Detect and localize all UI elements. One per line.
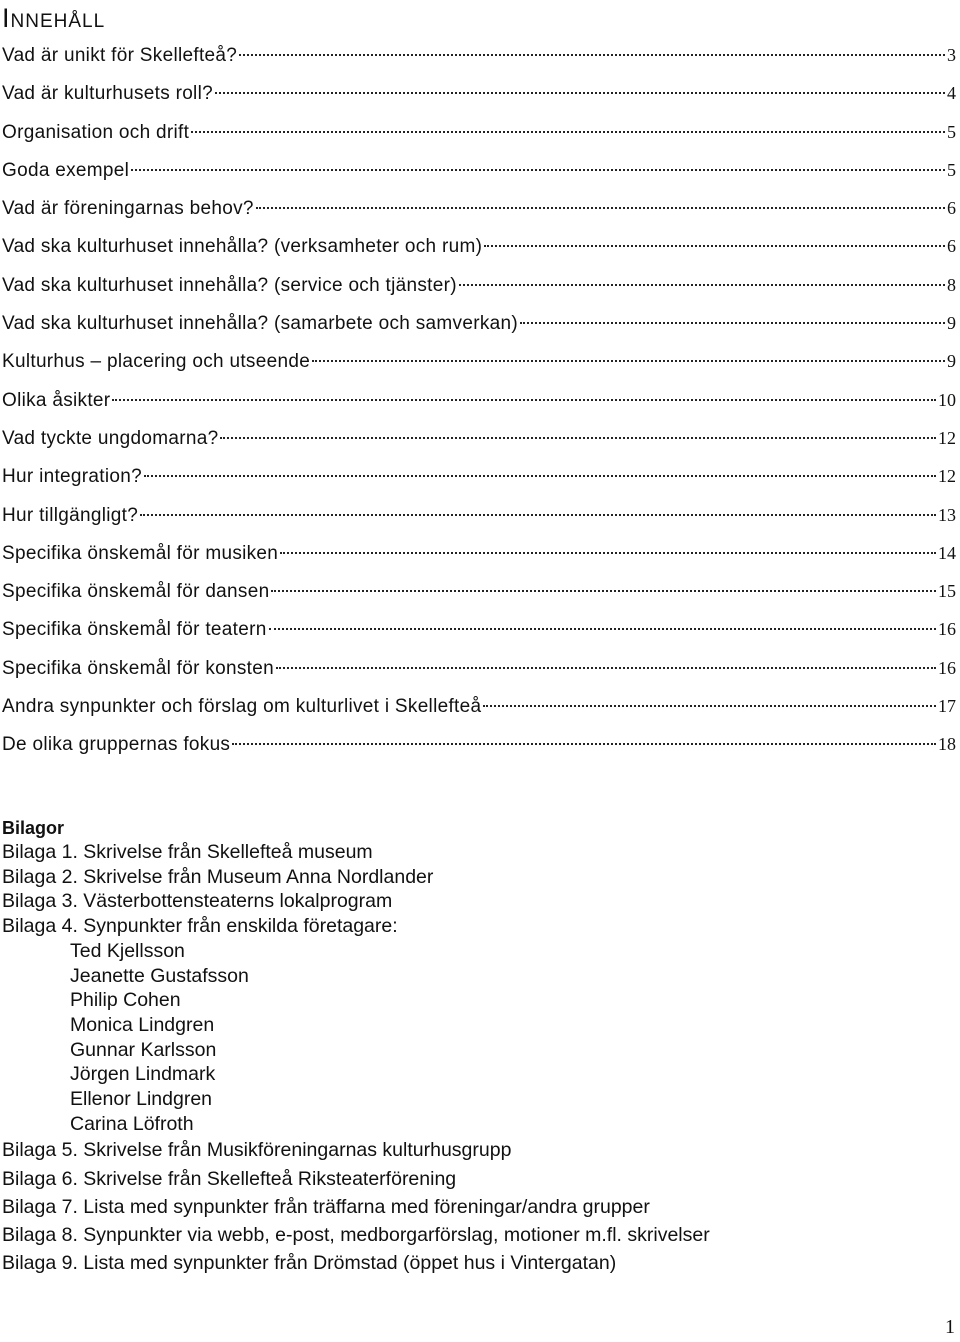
toc-entry-label: Specifika önskemål för teatern [2, 619, 267, 641]
dot-leader [220, 437, 936, 439]
dot-leader [271, 590, 936, 592]
page-number: 1 [945, 1316, 955, 1338]
toc-entry-page: 12 [938, 427, 956, 448]
toc-entry[interactable] [2, 227, 956, 265]
dot-leader [232, 743, 936, 745]
toc-entry-page: 16 [938, 657, 956, 678]
toc-entry-label: Hur tillgängligt? [2, 504, 139, 526]
dot-leader [191, 131, 945, 133]
dot-leader [144, 475, 936, 477]
toc-entry-label: Vad är kulturhusets roll? [2, 83, 213, 105]
toc-title: Innehåll [2, 3, 106, 33]
toc-entry-page: 14 [938, 542, 956, 563]
toc-entry[interactable] [2, 266, 956, 304]
toc-entry[interactable] [2, 36, 956, 74]
toc-entry-label: Specifika önskemål för konsten [2, 657, 274, 679]
toc-entry-label: Vad är unikt för Skellefteå? [2, 45, 238, 66]
toc-entry[interactable] [2, 610, 956, 648]
toc-entry-label: Goda exempel [2, 159, 130, 181]
dot-leader [483, 705, 936, 707]
toc-entry-label: Specifika önskemål för musiken [2, 542, 279, 564]
contributor-group [2, 939, 902, 1137]
contributor-name: Philip Cohen [70, 989, 181, 1012]
toc-entry-label: Vad är föreningarnas behov? [2, 198, 254, 220]
appendix-item: Bilaga 3. Västerbottensteaterns lokalprogram [2, 890, 393, 913]
toc-entry-page: 15 [938, 581, 956, 602]
dot-leader [276, 667, 936, 669]
toc-entry-label: De olika gruppernas fokus [2, 734, 231, 756]
toc-entry[interactable] [2, 342, 956, 380]
dot-leader [256, 207, 945, 209]
dot-leader [269, 628, 936, 630]
contributor-list [2, 939, 902, 1137]
contributor-name: Gunnar Karlsson [70, 1038, 217, 1061]
toc-entry-label: Hur integration? [2, 466, 142, 488]
toc-entry[interactable] [2, 649, 956, 687]
dot-leader [131, 169, 945, 171]
dot-leader [520, 322, 945, 324]
toc-entry-page: 12 [938, 466, 956, 487]
toc-entry[interactable] [2, 189, 956, 227]
toc-entry[interactable] [2, 457, 956, 495]
dot-leader [140, 514, 936, 516]
dot-leader [215, 92, 945, 94]
contributor-name: Jeanette Gustafsson [70, 964, 249, 987]
toc-entry[interactable] [2, 113, 956, 151]
appendix-item: Bilaga 5. Skrivelse från Musikföreningarnas kulturhusgrupp [2, 1139, 512, 1162]
toc-entry[interactable] [2, 725, 956, 763]
dot-leader [312, 360, 945, 362]
contributor-name: Monica Lindgren [70, 1013, 215, 1036]
toc-entry-page: 9 [947, 351, 956, 372]
dot-leader [112, 399, 936, 401]
toc-entry[interactable] [2, 381, 956, 419]
contributor-name: Carina Löfroth [70, 1112, 194, 1135]
toc-entry-page: 3 [947, 45, 956, 65]
toc-entry[interactable] [2, 572, 956, 610]
toc-entry[interactable] [2, 496, 956, 534]
dot-leader [484, 245, 945, 247]
contributor-name: Ellenor Lindgren [70, 1088, 213, 1111]
toc-entry[interactable] [2, 419, 956, 457]
toc-entry-page: 9 [947, 313, 956, 334]
toc-entry-page: 5 [947, 159, 956, 180]
toc-entry-label: Vad ska kulturhuset innehålla? (verksamheter och rum) [2, 236, 483, 258]
contributor-name: Jörgen Lindmark [70, 1063, 216, 1086]
toc-entry-page: 8 [947, 274, 956, 295]
toc-entry-page: 17 [938, 696, 956, 717]
toc-entry-page: 5 [947, 121, 956, 142]
toc-entry-label: Vad ska kulturhuset innehålla? (samarbete och samverkan) [2, 313, 518, 335]
toc-entry[interactable] [2, 534, 956, 572]
toc-entry-label: Olika åsikter [2, 389, 111, 411]
appendix-list [2, 840, 902, 1277]
appendix-item: Bilaga 6. Skrivelse från Skellefteå Riksteaterförening [2, 1167, 457, 1190]
toc-entry[interactable] [2, 687, 956, 725]
dot-leader [280, 552, 936, 554]
toc-entry-label: Vad tyckte ungdomarna? [2, 427, 219, 449]
toc-entry-label: Organisation och drift [2, 121, 190, 143]
toc-entry[interactable] [2, 74, 956, 112]
toc-entry-label: Vad ska kulturhuset innehålla? (service och tjänster) [2, 274, 457, 296]
table-of-contents [2, 36, 956, 764]
toc-entry-page: 4 [947, 83, 956, 104]
toc-entry[interactable] [2, 151, 956, 189]
appendix-item: Bilaga 7. Lista med synpunkter från träffarna med föreningar/andra grupper [2, 1195, 650, 1218]
appendix-item: Bilaga 9. Lista med synpunkter från Drömstad (öppet hus i Vintergatan) [2, 1252, 617, 1275]
toc-entry-page: 18 [938, 734, 956, 755]
appendix-item: Bilaga 4. Synpunkter från enskilda företagare: [2, 915, 398, 938]
toc-entry-label: Kulturhus – placering och utseende [2, 351, 311, 373]
contributor-name: Ted Kjellsson [70, 939, 185, 962]
toc-entry-page: 16 [938, 619, 956, 640]
appendix-item: Bilaga 2. Skrivelse från Museum Anna Nordlander [2, 865, 434, 888]
toc-entry[interactable] [2, 304, 956, 342]
toc-entry-page: 6 [947, 236, 956, 257]
dot-leader [239, 54, 945, 56]
dot-leader [459, 284, 945, 286]
toc-entry-page: 13 [938, 504, 956, 525]
appendices-heading: Bilagor [2, 818, 65, 838]
appendix-item: Bilaga 8. Synpunkter via webb, e-post, medborgarförslag, motioner m.fl. skrivelser [2, 1224, 710, 1247]
toc-entry-label: Specifika önskemål för dansen [2, 581, 270, 603]
toc-entry-page: 10 [938, 389, 956, 410]
toc-entry-label: Andra synpunkter och förslag om kulturlivet i Skellefteå [2, 696, 482, 718]
appendix-item: Bilaga 1. Skrivelse från Skellefteå museum [2, 841, 373, 863]
toc-entry-page: 6 [947, 198, 956, 219]
